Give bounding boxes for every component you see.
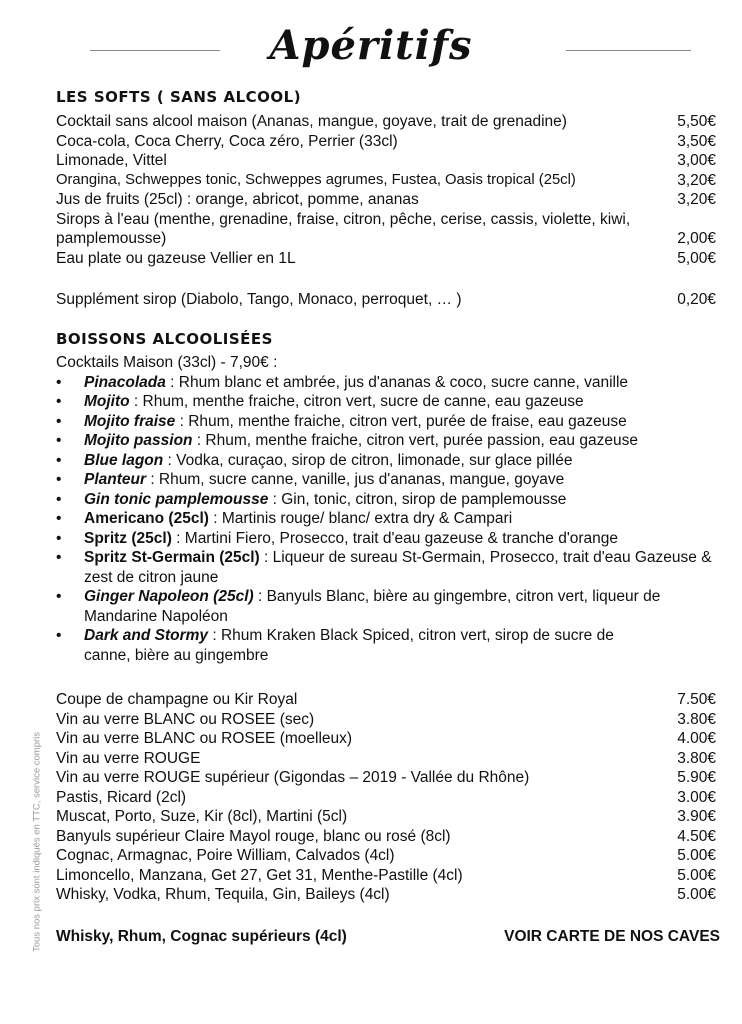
list-item — [56, 470, 716, 490]
list-item — [56, 626, 664, 665]
cocktail-desc: : Gin, tonic, citron, sirop de pamplemousse — [268, 490, 567, 508]
item-text: Vin au verre BLANC ou ROSEE (sec) — [56, 710, 315, 728]
item-price: 5,50€ — [677, 113, 716, 130]
cocktail-desc: : Rhum, menthe fraiche, citron vert, sucre de canne, eau gazeuse — [129, 393, 584, 410]
cocktail-name: Mojito fraise — [84, 412, 176, 430]
item-text: Orangina, Schweppes tonic, Schweppes agrumes, Fustea, Oasis tropical (25cl) — [56, 171, 576, 188]
list-item — [56, 373, 716, 393]
list-item — [56, 249, 716, 269]
side-note — [28, 715, 46, 970]
item-text: Coupe de champagne ou Kir Royal — [56, 691, 298, 708]
item-text: Jus de fruits (25cl) : orange, abricot, pomme, ananas — [56, 191, 419, 208]
footer — [56, 928, 720, 946]
cocktail-name: Gin tonic pamplemousse — [84, 490, 269, 508]
item-price: 7.50€ — [677, 691, 716, 708]
list-item — [56, 529, 716, 549]
cocktail-list — [56, 373, 716, 666]
list-item — [56, 827, 716, 847]
bullet: • — [56, 451, 62, 469]
list-item — [56, 290, 716, 310]
cocktail-desc: : Vodka, curaçao, sirop de citron, limonade, sur glace pillée — [163, 451, 573, 469]
item-price: 5.00€ — [677, 866, 716, 884]
cocktail-name: Ginger Napoleon (25cl) — [84, 588, 254, 605]
list-item — [56, 451, 716, 471]
item-text: Banyuls supérieur Claire Mayol rouge, blanc ou rosé (8cl) — [56, 827, 451, 845]
list-item — [56, 392, 716, 412]
cocktail-name: Spritz St-Germain (25cl) — [84, 549, 260, 566]
bullet: • — [56, 412, 62, 430]
list-item — [56, 190, 716, 210]
item-text: Muscat, Porto, Suze, Kir (8cl), Martini (5cl) — [56, 808, 348, 825]
item-price: 2,00€ — [677, 230, 716, 247]
alcool-heading: BOISSONS ALCOOLISÉES — [56, 330, 273, 348]
page-title: Apéritifs — [269, 22, 473, 69]
list-item — [56, 132, 716, 152]
item-text: Cocktail sans alcool maison (Ananas, mangue, goyave, trait de grenadine) — [56, 113, 567, 130]
bullet: • — [56, 393, 62, 410]
cocktail-desc: : Martinis rouge/ blanc/ extra dry & Campari — [208, 510, 513, 527]
item-price: 5.00€ — [677, 886, 716, 903]
list-item — [56, 710, 716, 730]
bullet: • — [56, 627, 62, 644]
cocktail-name: Planteur — [84, 471, 147, 488]
item-text: Vin au verre BLANC ou ROSEE (moelleux) — [56, 730, 353, 747]
list-item — [56, 431, 716, 451]
cocktail-desc: : Rhum, menthe fraiche, citron vert, purée de fraise, eau gazeuse — [175, 412, 627, 430]
list-item — [56, 112, 716, 132]
item-price: 5,00€ — [677, 249, 716, 267]
cocktail-desc: : Martini Fiero, Prosecco, trait d'eau gazeuse & tranche d'orange — [171, 529, 619, 547]
item-price: 3.90€ — [677, 808, 716, 825]
item-price: 3.80€ — [677, 749, 716, 767]
cocktail-name: Spritz (25cl) — [84, 529, 172, 547]
cocktail-desc: : Banyuls Blanc, bière au gingembre, citron vert, liqueur de Mandarine Napoléon — [84, 588, 661, 625]
item-text: Sirops à l'eau (menthe, grenadine, fraise, citron, pêche, cerise, cassis, violette, kiwi, pamplemousse) — [56, 210, 631, 247]
footer-note: Whisky, Rhum, Cognac supérieurs (4cl) — [56, 928, 347, 945]
item-price: 3.80€ — [677, 710, 716, 728]
item-text: Whisky, Vodka, Rhum, Tequila, Gin, Baileys (4cl) — [56, 886, 390, 903]
cocktail-name: Mojito — [84, 393, 130, 410]
cocktail-name: Mojito passion — [84, 432, 193, 449]
item-text: Supplément sirop (Diabolo, Tango, Monaco, perroquet, … ) — [56, 291, 462, 308]
item-price: 3,20€ — [677, 191, 716, 208]
bullet: • — [56, 529, 62, 547]
softs-list — [56, 112, 716, 268]
side-note-text: Tous nos prix sont indiqués en TTC, service compris — [31, 732, 43, 952]
cocktail-desc: : Rhum, sucre canne, vanille, jus d'ananas, mangue, goyave — [146, 471, 565, 488]
list-item — [56, 729, 716, 749]
cocktail-desc: : Rhum, menthe fraiche, citron vert, purée passion, eau gazeuse — [192, 432, 638, 449]
item-text: Vin au verre ROUGE — [56, 749, 201, 767]
item-price: 3,20€ — [677, 171, 716, 189]
item-text: Vin au verre ROUGE supérieur (Gigondas – 2019 - Vallée du Rhône) — [56, 769, 530, 786]
caves-link: VOIR CARTE DE NOS CAVES — [504, 928, 720, 945]
cocktail-desc: : Rhum Kraken Black Spiced, citron vert, sirop de sucre de canne, bière au gingembre — [84, 627, 614, 664]
supplement-row — [56, 290, 716, 310]
bullet: • — [56, 432, 62, 449]
item-text: Pastis, Ricard (2cl) — [56, 788, 187, 806]
list-item — [56, 807, 716, 827]
cocktail-name: Pinacolada — [84, 373, 166, 391]
list-item — [56, 587, 664, 626]
item-price: 4.00€ — [677, 730, 716, 747]
list-item — [56, 788, 716, 808]
list-item — [56, 490, 716, 510]
cocktail-name: Dark and Stormy — [84, 627, 209, 644]
item-price: 0,20€ — [677, 291, 716, 308]
cocktail-desc: : Liqueur de sureau St-Germain, Prosecco, trait d'eau Gazeuse & zest de citron jaune — [84, 549, 712, 586]
list-item — [56, 509, 716, 529]
item-price: 3.00€ — [677, 788, 716, 806]
cocktail-name: Americano (25cl) — [84, 510, 209, 527]
item-price: 5.90€ — [677, 769, 716, 786]
list-item — [56, 768, 716, 788]
item-price: 4.50€ — [677, 827, 716, 845]
softs-heading: LES SOFTS ( SANS ALCOOL) — [56, 88, 302, 106]
list-item — [56, 749, 716, 769]
item-text: Cognac, Armagnac, Poire William, Calvados (4cl) — [56, 847, 395, 864]
item-text: Limonade, Vittel — [56, 152, 167, 169]
list-item — [56, 866, 716, 886]
item-price: 5.00€ — [677, 847, 716, 864]
list-item — [56, 412, 716, 432]
item-price: 3,50€ — [677, 132, 716, 150]
wine-list — [56, 690, 716, 905]
bullet: • — [56, 588, 62, 605]
bullet: • — [56, 510, 62, 527]
bullet: • — [56, 471, 62, 488]
item-text: Coca-cola, Coca Cherry, Coca zéro, Perrier (33cl) — [56, 132, 398, 150]
list-item — [56, 210, 716, 249]
list-item — [56, 171, 716, 191]
list-item — [56, 151, 716, 171]
bullet: • — [56, 490, 62, 508]
item-text: Limoncello, Manzana, Get 27, Get 31, Menthe-Pastille (4cl) — [56, 866, 463, 884]
list-item — [56, 846, 716, 866]
item-price: 3,00€ — [677, 152, 716, 169]
bullet: • — [56, 549, 62, 566]
cocktail-desc: : Rhum blanc et ambrée, jus d'ananas & coco, sucre canne, vanille — [165, 373, 629, 391]
bullet: • — [56, 373, 62, 391]
cocktails-intro: Cocktails Maison (33cl) - 7,90€ : — [56, 354, 278, 371]
list-item — [56, 690, 716, 710]
item-text: Eau plate ou gazeuse Vellier en 1L — [56, 249, 296, 267]
cocktails-section — [56, 353, 716, 665]
cocktail-name: Blue lagon — [84, 451, 164, 469]
list-item — [56, 548, 716, 587]
list-item — [56, 885, 716, 905]
